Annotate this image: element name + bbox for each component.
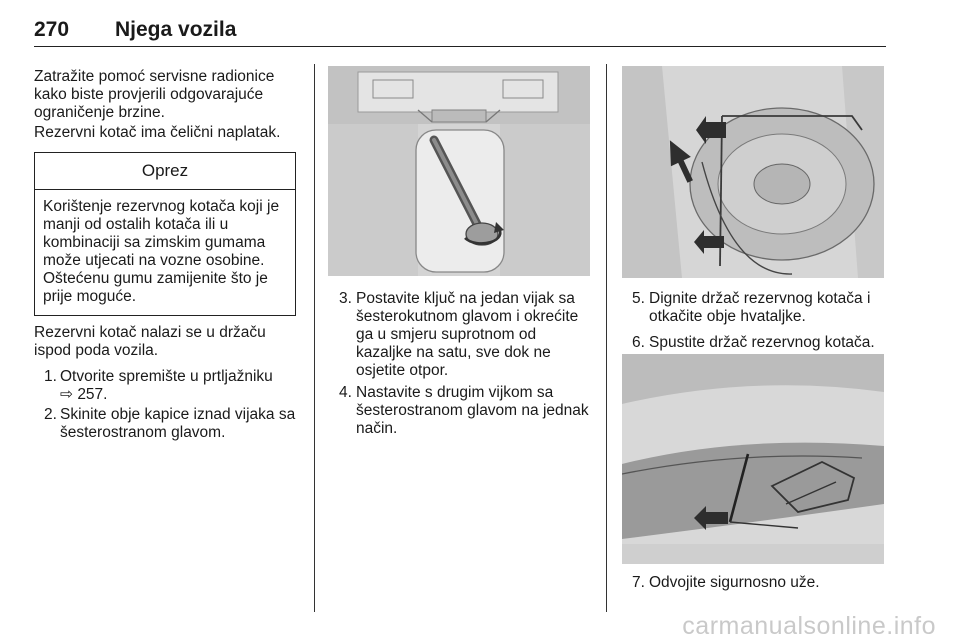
- step-text: Otvorite spremište u prtljažniku ⇨ 257.: [60, 368, 273, 403]
- list-item: [632, 334, 886, 352]
- caution-text: Korištenje rezervnog kotača koji je manji od ostalih kotača ili u kombinaciji sa zimskim gumama može utjecati na vozne osobine. Oštećenu gumu zamijenite što je prije moguće.: [43, 198, 280, 305]
- caution-title: Oprez: [35, 153, 295, 190]
- step-text: Postavite ključ na jedan vijak sa šesterokutnom glavom i okrećite ga u smjeru suprotnom od kazaljke na satu, sve dok ne osjetite otpor.: [356, 290, 579, 379]
- step-text: Odvojite sigurnosno uže.: [649, 574, 820, 591]
- column-divider-right: [606, 64, 607, 612]
- step-text: Dignite držač rezervnog kotača i otkačite obje hvataljke.: [649, 290, 871, 325]
- step-text: Nastavite s drugim vijkom sa šesterostranom glavom na jednak način.: [356, 384, 589, 437]
- list-item: [44, 368, 298, 404]
- page-number: 270: [34, 18, 70, 41]
- step-text: Spustite držač rezervnog kotača.: [649, 334, 875, 351]
- step-number: 7.: [632, 574, 645, 591]
- list-item: [339, 290, 591, 380]
- step-number: 3.: [339, 290, 352, 307]
- figure-lowering-holder: [622, 354, 884, 564]
- lowering-illustration: [622, 354, 884, 564]
- holder-illustration: [622, 66, 884, 278]
- step-number: 4.: [339, 384, 352, 401]
- list-item: [632, 290, 886, 326]
- caution-box: [34, 152, 296, 316]
- paragraph-holder-location: Rezervni kotač nalazi se u držaču ispod poda vozila.: [34, 324, 266, 359]
- step-number: 6.: [632, 334, 645, 351]
- watermark: carmanualsonline.info: [682, 612, 936, 640]
- figure-wrench-on-bolt: [328, 66, 590, 276]
- page-reference-link[interactable]: 257.: [77, 386, 108, 403]
- step-text: Skinite obje kapice iznad vijaka sa šesterostranom glavom.: [60, 406, 296, 441]
- step-number: 5.: [632, 290, 645, 307]
- list-item: [44, 406, 302, 442]
- paragraph-speed-limit: Zatražite pomoć servisne radionice kako biste provjerili odgovarajuće ograničenje brzine.: [34, 68, 275, 121]
- page-reference-icon: ⇨: [60, 386, 73, 403]
- wrench-illustration: [328, 66, 590, 276]
- column-divider-left: [314, 64, 315, 612]
- header-rule: [34, 46, 886, 47]
- paragraph-steel-rim: Rezervni kotač ima čelični naplatak.: [34, 124, 281, 141]
- step-number: 1.: [44, 368, 57, 385]
- list-item: [339, 384, 595, 438]
- step-number: 2.: [44, 406, 57, 423]
- chapter-title: Njega vozila: [115, 18, 237, 41]
- list-item: [632, 574, 886, 592]
- figure-spare-wheel-holder: [622, 66, 884, 278]
